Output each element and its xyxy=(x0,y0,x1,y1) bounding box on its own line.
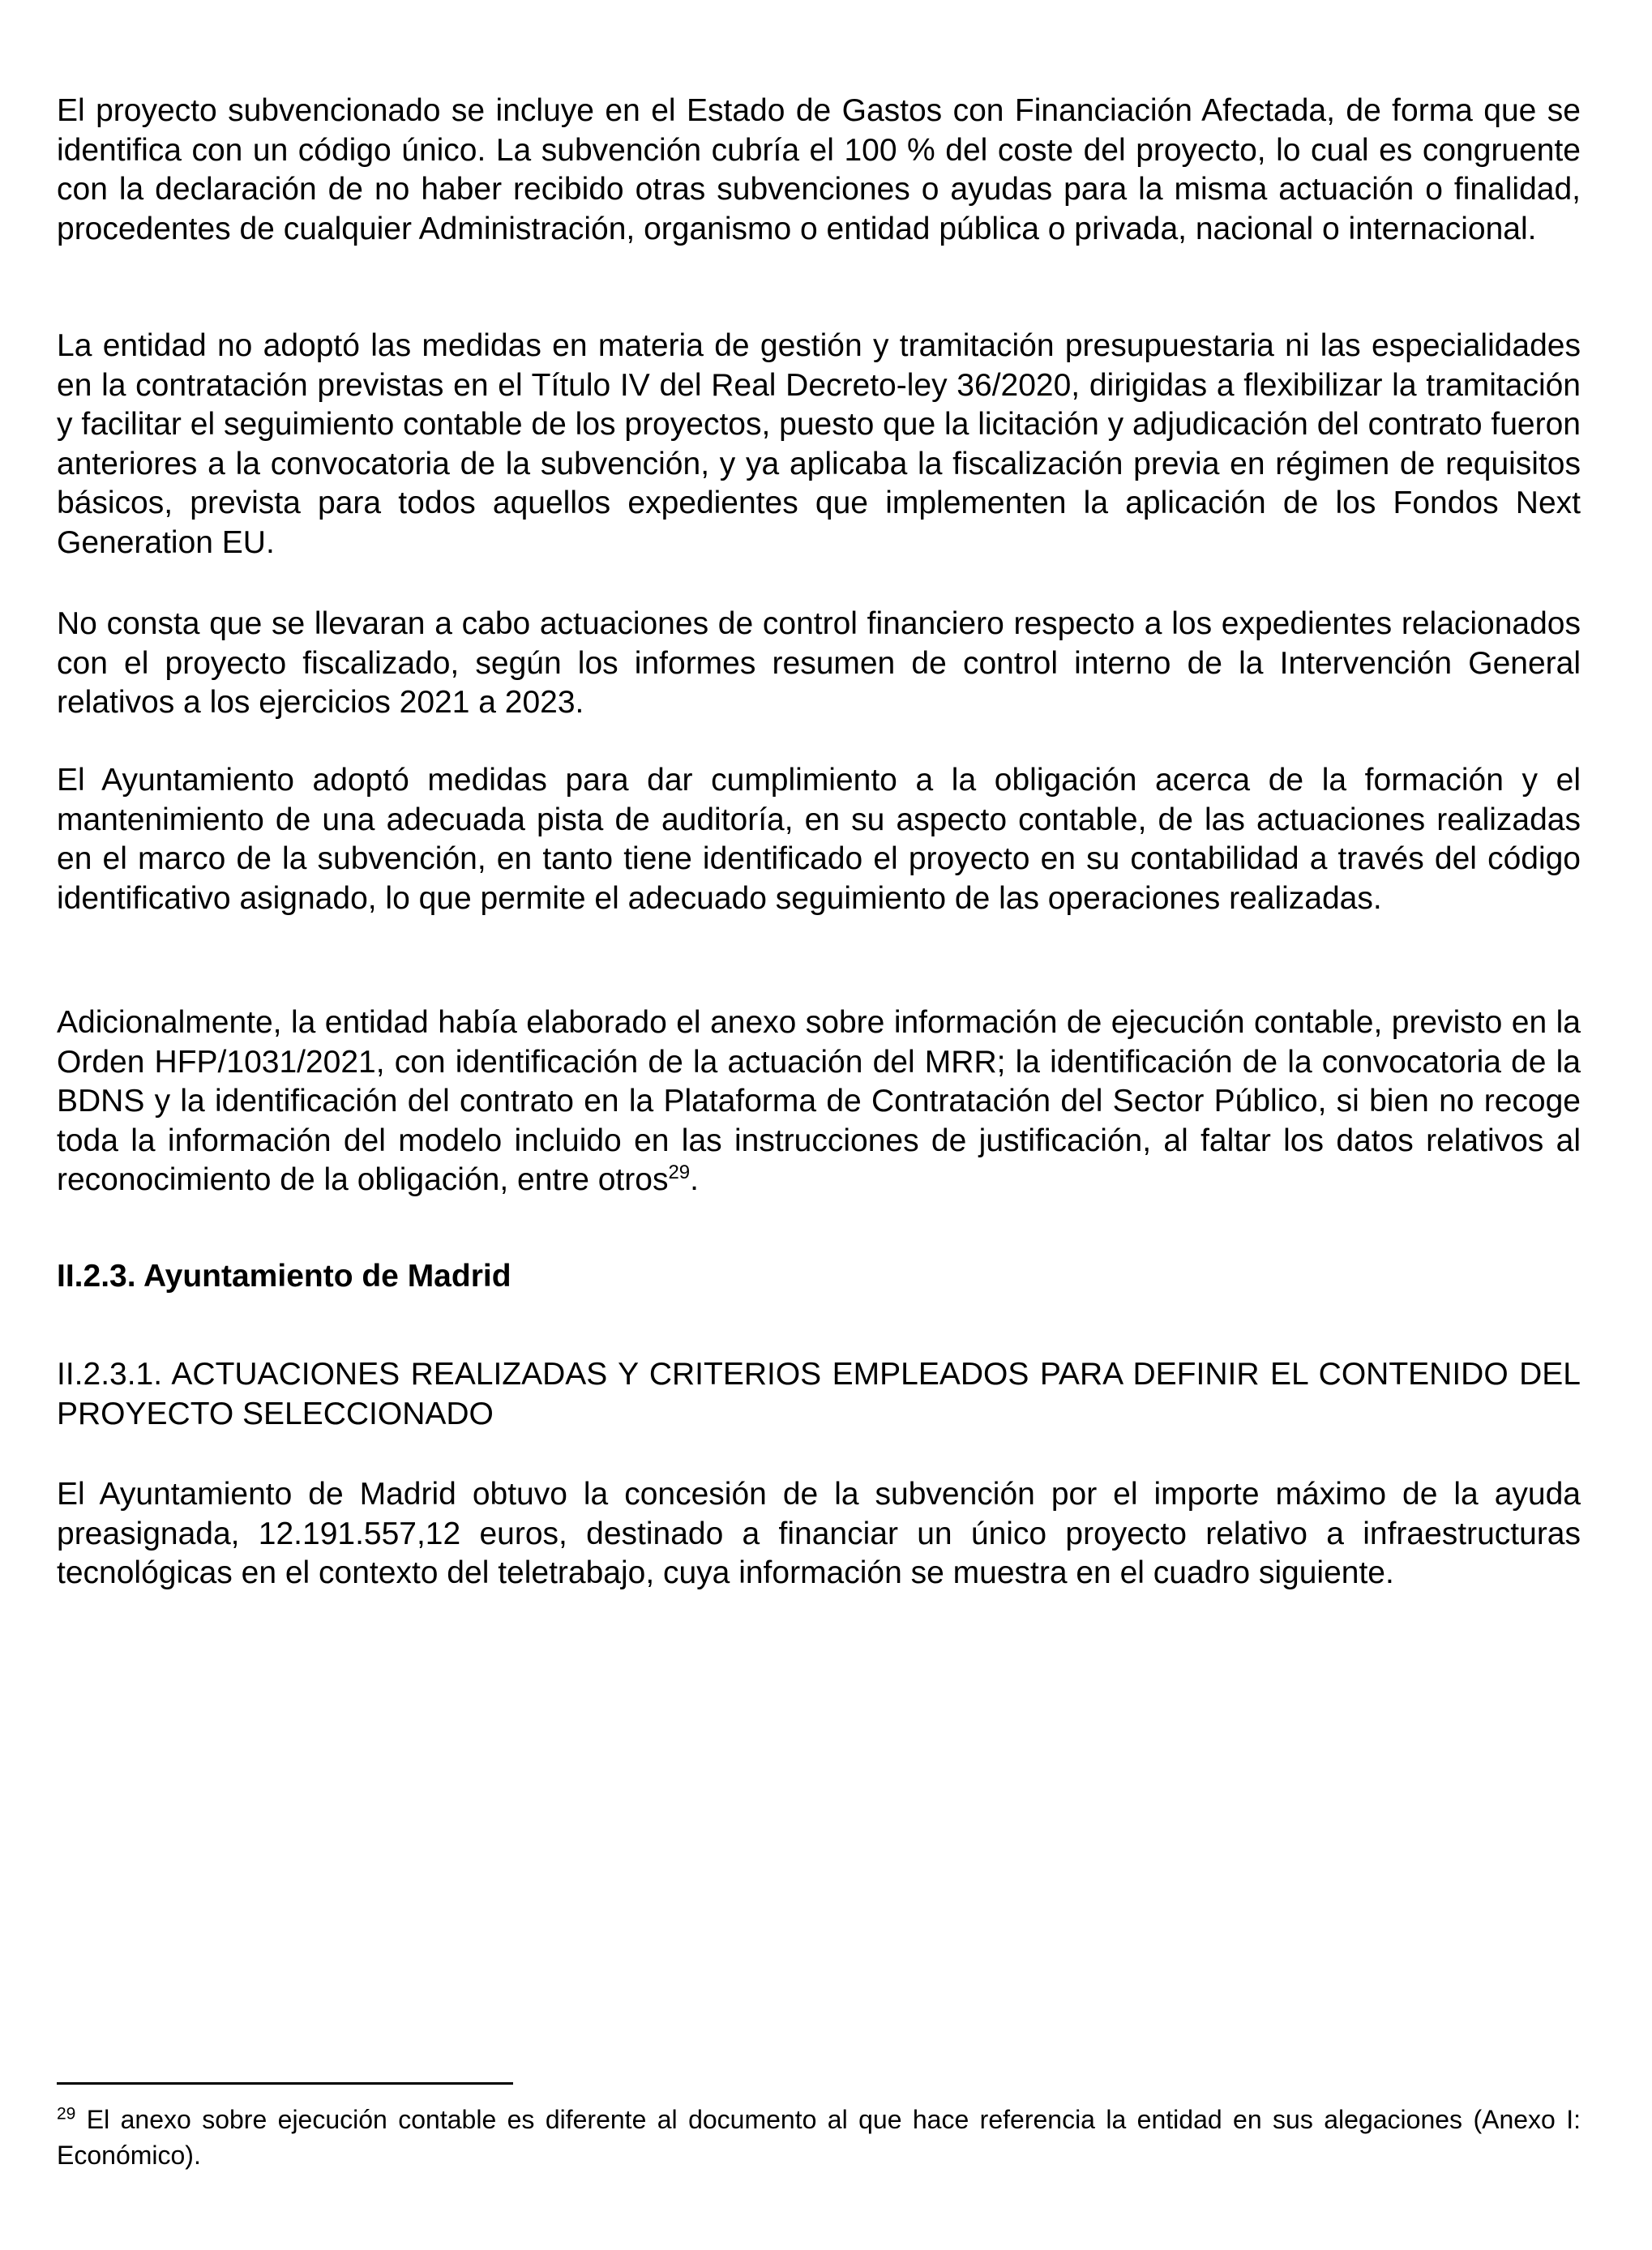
paragraph-3: No consta que se llevaran a cabo actuaciones de control financiero respecto a los expedientes relacionados con el proyecto fiscalizado, según los informes resumen de control interno de la Intervención General relativos a los ejercicios 2021 a 2023. xyxy=(57,606,1581,720)
paragraph-4: El Ayuntamiento adoptó medidas para dar cumplimiento a la obligación acerca de la formación y el mantenimiento de una adecuada pista de auditoría, en su aspecto contable, de las actuaciones realizadas en el marco de la subvención, en tanto tiene identificado el proyecto en su contabilidad a través del código identificativo asignado, lo que permite el adecuado seguimiento de las operaciones realizadas. xyxy=(57,763,1581,916)
paragraph-2: La entidad no adoptó las medidas en materia de gestión y tramitación presupuestaria ni las especialidades en la contratación previstas en el Título IV del Real Decreto-ley 36/2020, dirigidas a flexibilizar la tramitación y facilitar el seguimiento contable de los proyectos, puesto que la licitación y adjudicación del contrato fueron anteriores a la convocatoria de la subvención, y ya aplicaba la fiscalización previa en régimen de requisitos básicos, prevista para todos aquellos expedientes que implementen la aplicación de los Fondos Next Generation EU. xyxy=(57,328,1581,560)
footnote-number: 29 xyxy=(57,2104,76,2124)
footnote-reference[interactable]: 29 xyxy=(668,1161,691,1183)
paragraph-5-text: Adicionalmente, la entidad había elaborado el anexo sobre información de ejecución contable, previsto en la Orden HFP/1031/2021, con identificación de la actuación del MRR; la identificación de la convocatoria de la BDNS y la identificación del contrato en la Plataforma de Contratación del Sector Público, si bien no recoge toda la información del modelo incluido en las instrucciones de justificación, al faltar los datos relativos al reconocimiento de la obligación, entre otros xyxy=(57,1005,1581,1197)
paragraph-5-end: . xyxy=(690,1162,699,1197)
footnote xyxy=(57,2102,1581,2173)
subsection-heading: II.2.3.1. ACTUACIONES REALIZADAS Y CRITERIOS EMPLEADOS PARA DEFINIR EL CONTENIDO DEL PROYECTO SELECCIONADO xyxy=(57,1357,1581,1431)
footnote-separator xyxy=(57,2082,513,2085)
section-heading: II.2.3. Ayuntamiento de Madrid xyxy=(57,1259,511,1294)
footnote-text: El anexo sobre ejecución contable es diferente al documento al que hace referencia la entidad en sus alegaciones (Anexo I: Económico). xyxy=(57,2105,1581,2170)
paragraph-5 xyxy=(57,1003,1581,1200)
paragraph-1: El proyecto subvencionado se incluye en el Estado de Gastos con Financiación Afectada, de forma que se identifica con un código único. La subvención cubría el 100 % del coste del proyecto, lo cual es congruente con la declaración de no haber recibido otras subvenciones o ayudas para la misma actuación o finalidad, procedentes de cualquier Administración, organismo o entidad pública o privada, nacional o internacional. xyxy=(57,93,1581,246)
paragraph-6: El Ayuntamiento de Madrid obtuvo la concesión de la subvención por el importe máximo de la ayuda preasignada, 12.191.557,12 euros, destinado a financiar un único proyecto relativo a infraestructuras tecnológicas en el contexto del teletrabajo, cuya información se muestra en el cuadro siguiente. xyxy=(57,1477,1581,1590)
